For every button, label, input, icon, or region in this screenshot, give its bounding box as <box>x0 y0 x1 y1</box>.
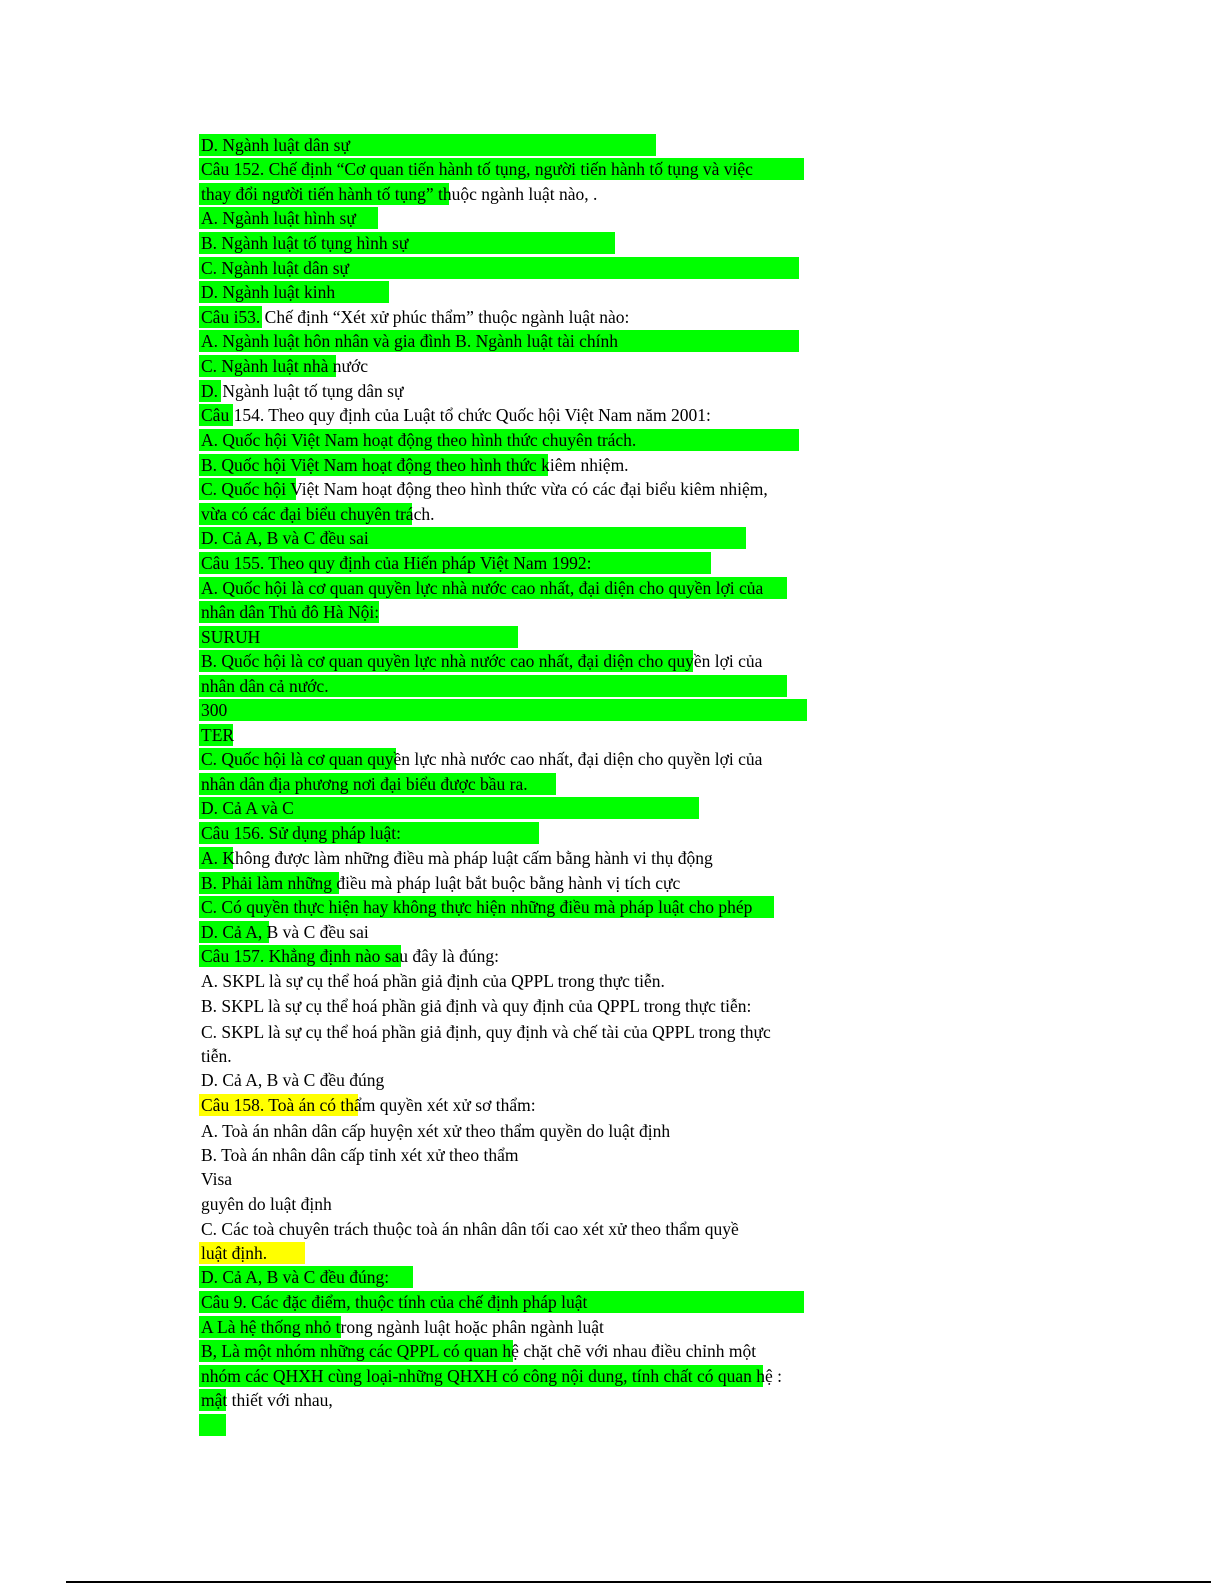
text-line: nhân dân địa phương nơi đại biểu được bầu ra. <box>201 774 528 794</box>
text-line: SURUH <box>201 627 261 647</box>
text-line: mật thiết với nhau, <box>201 1390 333 1410</box>
answer-option: C. Ngành luật dân sự <box>201 258 350 278</box>
text-line: guyên do luật định <box>201 1194 332 1214</box>
question-heading: Câu 154. Theo quy định của Luật tổ chức Quốc hội Việt Nam năm 2001: <box>201 405 711 425</box>
answer-option: C. Quốc hội là cơ quan quyền lực nhà nước cao nhất, đại diện cho quyền lợi của <box>201 749 763 769</box>
answer-option: C. Các toà chuyên trách thuộc toà án nhân dân tối cao xét xử theo thẩm quyề <box>201 1219 739 1239</box>
answer-option: A. Ngành luật hôn nhân và gia đình B. Ngành luật tài chính <box>201 331 619 351</box>
text-line: TER <box>201 725 235 745</box>
answer-option: B. Quốc hội Việt Nam hoạt động theo hình thức kiêm nhiệm. <box>201 455 629 475</box>
question-heading: Câu 9. Các đặc điểm, thuộc tính của chế định pháp luật <box>201 1292 588 1312</box>
answer-option: A Là hệ thống nhỏ trong ngành luật hoặc phân ngành luật <box>201 1317 604 1337</box>
question-heading: Câu 158. Toà án có thẩm quyền xét xử sơ thẩm: <box>201 1095 536 1115</box>
page-bottom-rule <box>66 1581 1211 1583</box>
answer-option: C. Quốc hội Việt Nam hoạt động theo hình thức vừa có các đại biểu kiêm nhiệm, <box>201 479 768 499</box>
answer-option: A. Không được làm những điều mà pháp luật cấm bằng hành vi thụ động <box>201 848 713 868</box>
answer-option: B. Phải làm những điều mà pháp luật bắt buộc bằng hành vị tích cực <box>201 873 681 893</box>
answer-option: B. SKPL là sự cụ thể hoá phần giả định và quy định của QPPL trong thực tiễn: <box>201 996 752 1016</box>
answer-option: B. Quốc hội là cơ quan quyền lực nhà nước cao nhất, đại diện cho quyền lợi của <box>201 651 763 671</box>
text-line: luật định. <box>201 1243 268 1263</box>
answer-option: B. Ngành luật tố tụng hình sự <box>201 233 409 253</box>
answer-option: B. Toà án nhân dân cấp tỉnh xét xử theo thẩm <box>201 1145 519 1165</box>
answer-option: D. Ngành luật kinh <box>201 282 336 302</box>
answer-option: A. Quốc hội Việt Nam hoạt động theo hình thức chuyên trách. <box>201 430 637 450</box>
highlight <box>199 699 807 721</box>
answer-option: B, Là một nhóm những các QPPL có quan hệ chặt chẽ với nhau điều chỉnh một <box>201 1341 757 1361</box>
answer-option: D. Cả A, B và C đều sai <box>201 528 369 548</box>
text-line: D. Ngành luật dân sự <box>201 135 350 155</box>
question-heading: Câu i53. Chế định “Xét xử phúc thẩm” thuộc ngành luật nào: <box>201 307 630 327</box>
answer-option: A. Quốc hội là cơ quan quyền lực nhà nước cao nhất, đại diện cho quyền lợi của <box>201 578 764 598</box>
answer-option: D. Ngành luật tố tụng dân sự <box>201 381 404 401</box>
question-heading: Câu 155. Theo quy định của Hiến pháp Việt Nam 1992: <box>201 553 592 573</box>
text-line: thay đổi người tiến hành tố tụng” thuộc ngành luật nào, . <box>201 184 598 204</box>
answer-option: A. Toà án nhân dân cấp huyện xét xử theo thẩm quyền do luật định <box>201 1121 671 1141</box>
text-line: 300 <box>201 700 228 720</box>
text-line: nhóm các QHXH cùng loại-những QHXH có công nội dung, tính chất có quan hệ : <box>201 1366 783 1386</box>
question-heading: Câu 156. Sử dụng pháp luật: <box>201 823 402 843</box>
answer-option: C. Có quyền thực hiện hay không thực hiện những điều mà pháp luật cho phép <box>201 897 753 917</box>
text-line: nhân dân Thủ đô Hà Nội: <box>201 602 380 622</box>
highlight <box>199 1414 226 1436</box>
answer-option: D. Cả A, B và C đều đúng: <box>201 1267 390 1287</box>
answer-option: A. Ngành luật hình sự <box>201 208 356 228</box>
text-line: nhân dân cả nước. <box>201 676 329 696</box>
question-heading: Câu 152. Chế định “Cơ quan tiến hành tố tụng, người tiến hành tố tụng và việc <box>201 159 753 179</box>
question-heading: Câu 157. Khẳng định nào sau đây là đúng: <box>201 946 499 966</box>
answer-option: C. Ngành luật nhà nước <box>201 356 368 376</box>
answer-option: D. Cả A và C <box>201 798 294 818</box>
answer-option: D. Cả A, B và C đều đúng <box>201 1070 385 1090</box>
text-line: Visa <box>201 1169 233 1189</box>
answer-option: C. SKPL là sự cụ thể hoá phần giả định, quy định và chế tài của QPPL trong thực <box>201 1022 771 1042</box>
answer-option: D. Cả A, B và C đều sai <box>201 922 369 942</box>
text-line: vừa có các đại biểu chuyên trách. <box>201 504 435 524</box>
answer-option: A. SKPL là sự cụ thể hoá phần giả định của QPPL trong thực tiễn. <box>201 971 665 991</box>
text-line: tiễn. <box>201 1046 232 1066</box>
